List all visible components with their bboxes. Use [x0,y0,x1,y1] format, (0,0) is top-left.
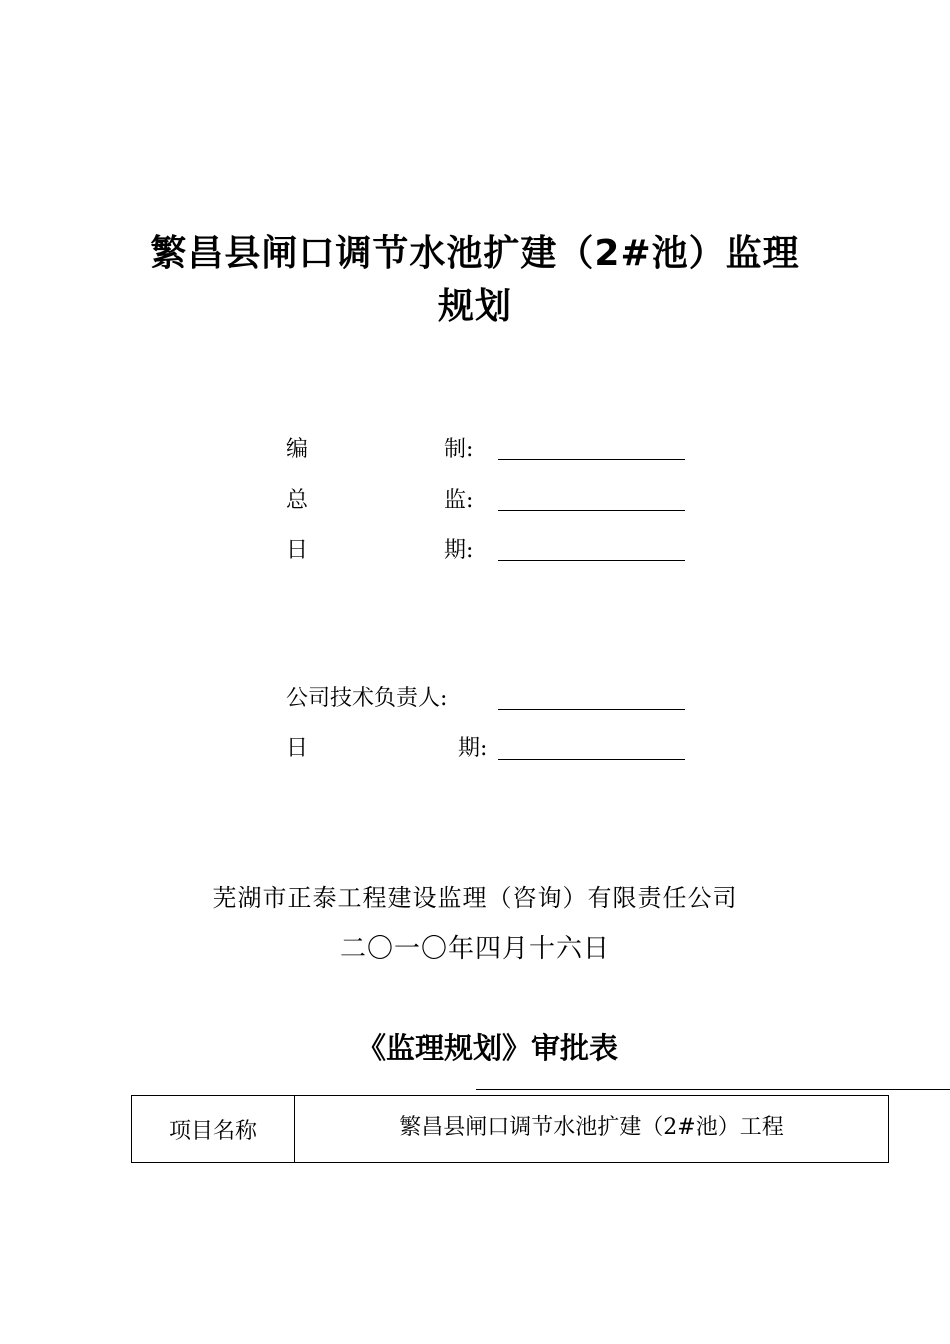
field-label-end: 期: [458,736,488,761]
field-label-end: 期: [444,538,474,563]
table-row [132,1096,889,1163]
field-label-end: 制: [444,437,474,462]
table-cell-value: 繁昌县闸口调节水池扩建（2#池）工程 [295,1096,889,1163]
signature-line[interactable] [498,510,685,511]
document-title-line2: 规划 [437,286,512,327]
field-label-start: 日 [286,538,309,563]
table-cell-label: 项目名称 [132,1096,295,1163]
field-label-end: 监: [444,488,474,513]
divider-rule [476,1089,950,1090]
document-date: 二〇一〇年四月十六日 [339,934,610,964]
approval-table [131,1095,889,1163]
signature-line[interactable] [498,709,685,710]
approval-form-title: 《监理规划》审批表 [356,1031,618,1065]
signature-line[interactable] [498,759,685,760]
field-label-start: 总 [286,488,309,513]
field-label-start: 公司技术负责人: [286,686,448,711]
field-label-start: 日 [286,736,309,761]
signature-line[interactable] [498,459,685,460]
field-label-start: 编 [286,437,309,462]
document-title-line1: 繁昌县闸口调节水池扩建（2#池）监理 [150,233,800,274]
company-name: 芜湖市正泰工程建设监理（咨询）有限责任公司 [212,884,738,912]
signature-line[interactable] [498,560,685,561]
